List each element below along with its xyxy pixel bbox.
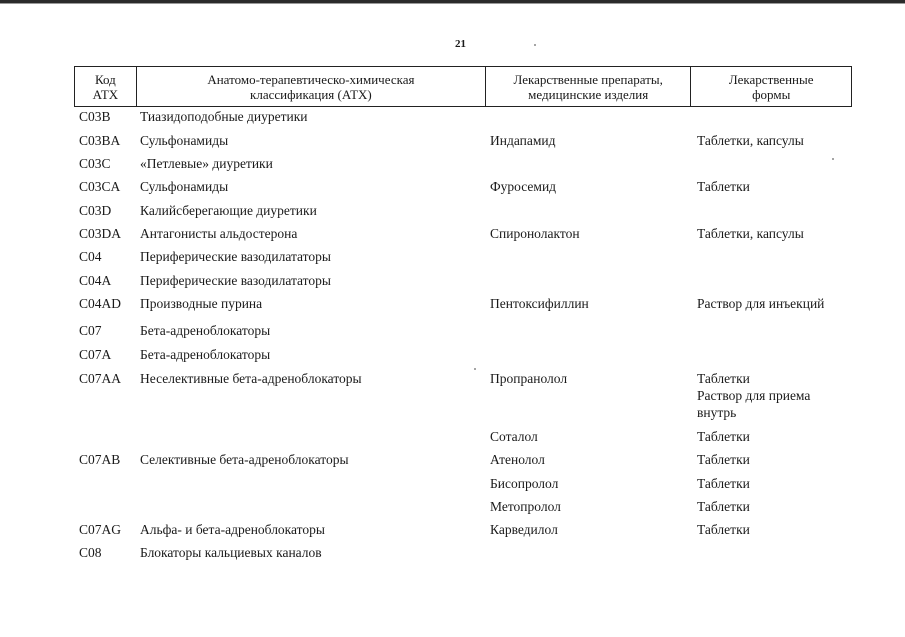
cell-name: Бета-адреноблокаторы <box>140 347 271 362</box>
cell-code: C03DA <box>79 226 122 241</box>
cell-form: Таблетки <box>697 429 750 444</box>
cell-drug: Пропранолол <box>490 371 568 386</box>
cell-name: Неселективные бета-адреноблокаторы <box>140 371 362 386</box>
header-classification: Анатомо-терапевтическо-химическая классификация (АТХ) <box>137 67 486 106</box>
cell-name: Тиазидоподобные диуретики <box>140 109 308 124</box>
cell-form: Таблетки Раствор для приема внутрь <box>697 371 811 420</box>
cell-drug: Метопролол <box>490 499 561 514</box>
cell-form: Таблетки, капсулы <box>697 133 804 148</box>
cell-code: C07 <box>79 323 102 338</box>
cell-name: Сульфонамиды <box>140 179 229 194</box>
cell-name: «Петлевые» диуретики <box>140 156 273 171</box>
cell-drug: Соталол <box>490 429 538 444</box>
cell-code: C04 <box>79 249 102 264</box>
cell-name: Альфа- и бета-адреноблокаторы <box>140 522 325 537</box>
cell-code: C03D <box>79 203 112 218</box>
cell-drug: Пентоксифиллин <box>490 296 589 311</box>
scan-speck <box>534 44 536 46</box>
cell-code: C07AG <box>79 522 122 537</box>
cell-name: Антагонисты альдостерона <box>140 226 298 241</box>
cell-drug: Спиронолактон <box>490 226 580 241</box>
cell-name: Производные пурина <box>140 296 263 311</box>
header-forms: Лекарственные формы <box>728 71 814 102</box>
cell-code: C03B <box>79 109 111 124</box>
cell-form: Таблетки <box>697 499 750 514</box>
cell-name: Калийсберегающие диуретики <box>140 203 317 218</box>
cell-name: Сульфонамиды <box>140 133 229 148</box>
cell-drug: Индапамид <box>490 133 556 148</box>
cell-form: Раствор для инъекций <box>697 296 825 311</box>
cell-code: C04A <box>79 273 112 288</box>
cell-form: Таблетки, капсулы <box>697 226 804 241</box>
cell-code: C04AD <box>79 296 122 311</box>
page-number: 21 <box>455 38 466 50</box>
cell-code: C03BA <box>79 133 121 148</box>
scan-speck <box>474 368 476 370</box>
scan-speck <box>832 158 834 160</box>
cell-form: Таблетки <box>697 522 750 537</box>
cell-drug: Бисопролол <box>490 476 559 491</box>
cell-code: C07AB <box>79 452 121 467</box>
header-drugs: Лекарственные препараты, медицинские изделия <box>486 67 691 106</box>
cell-code: C03CA <box>79 179 121 194</box>
cell-name: Блокаторы кальциевых каналов <box>140 545 322 560</box>
cell-form: Таблетки <box>697 179 750 194</box>
cell-name: Периферические вазодилататоры <box>140 249 331 264</box>
cell-code: C07A <box>79 347 112 362</box>
cell-form: Таблетки <box>697 452 750 467</box>
cell-drug: Атенолол <box>490 452 545 467</box>
cell-code: C03C <box>79 156 111 171</box>
cell-drug: Фуросемид <box>490 179 557 194</box>
cell-name: Периферические вазодилататоры <box>140 273 331 288</box>
cell-drug: Карведилол <box>490 522 558 537</box>
cell-code: C08 <box>79 545 102 560</box>
cell-form: Таблетки <box>697 476 750 491</box>
cell-name: Селективные бета-адреноблокаторы <box>140 452 349 467</box>
cell-name: Бета-адреноблокаторы <box>140 323 271 338</box>
cell-code: C07AA <box>79 371 122 386</box>
header-code: Код АТХ <box>75 67 137 106</box>
